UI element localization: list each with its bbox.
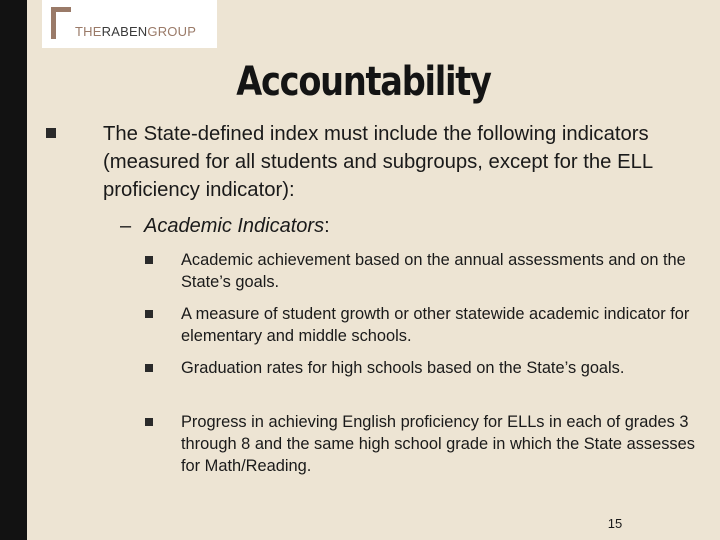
- list-item-text: A measure of student growth or other statewide academic indicator for elementary and middle schools.: [181, 305, 690, 345]
- logo-wordmark: [75, 24, 196, 39]
- square-bullet-icon: [46, 128, 56, 138]
- logo: [42, 0, 217, 48]
- sub-heading-colon: :: [324, 215, 330, 237]
- list-item-text: Progress in achieving English proficiency for ELLs in each of grades 3 through 8 and the same high school grade in which the State assesses for Math/Reading.: [181, 413, 695, 475]
- sub-heading-label: Academic Indicators: [144, 215, 325, 237]
- dash-bullet: –: [120, 215, 132, 237]
- square-bullet-icon: [145, 364, 153, 372]
- left-accent-bar: [0, 0, 27, 540]
- logo-mark-icon: [51, 7, 71, 39]
- sub-heading: [120, 213, 330, 239]
- square-bullet-icon: [145, 256, 153, 264]
- logo-text-raben: RABEN: [101, 24, 148, 39]
- slide-title: Accountability: [236, 59, 491, 105]
- logo-text-group: GROUP: [147, 24, 197, 39]
- page-number: 15: [607, 516, 623, 531]
- square-bullet-icon: [145, 418, 153, 426]
- logo-text-the: THE: [75, 24, 102, 39]
- list-item-text: Graduation rates for high schools based on the State’s goals.: [181, 359, 625, 377]
- square-bullet-icon: [145, 310, 153, 318]
- main-bullet-text: The State-defined index must include the following indicators (measured for all students and subgroups, except for the ELL proficiency indicator):: [103, 123, 653, 201]
- list-item-text: Academic achievement based on the annual assessments and on the State’s goals.: [181, 251, 686, 291]
